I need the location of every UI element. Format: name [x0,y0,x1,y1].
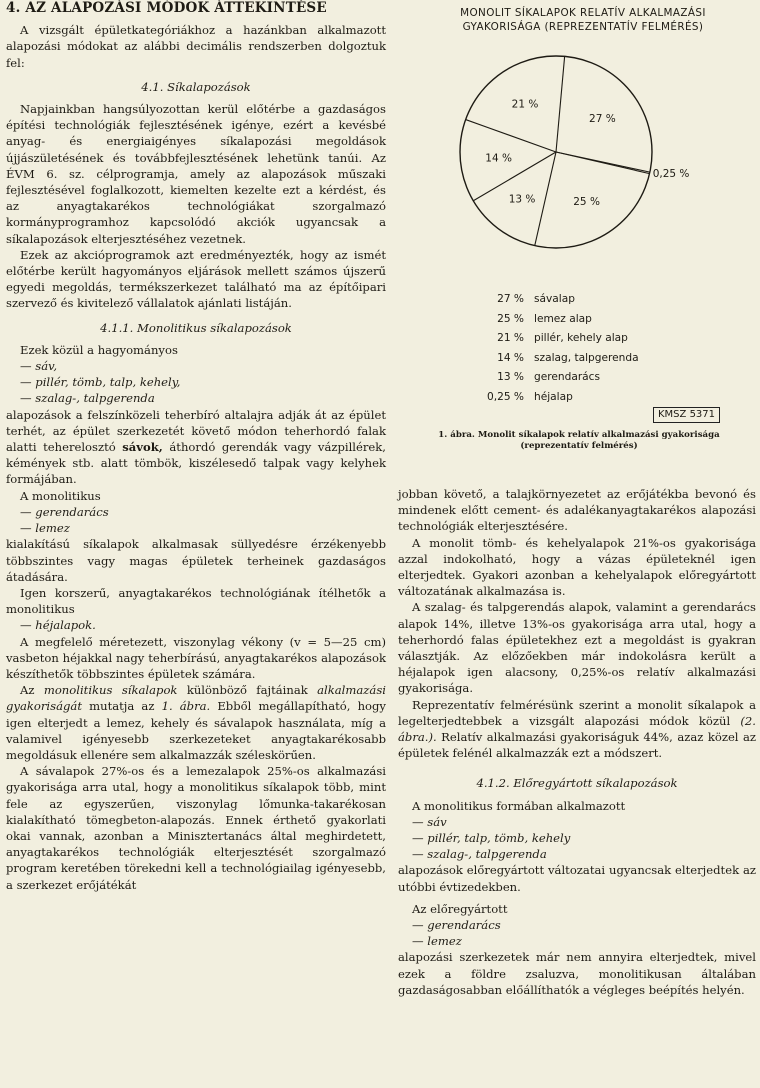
pie-slice-boundary [535,152,556,246]
section-heading: 4. AZ ALAPOZÁSI MÓDOK ÁTTEKINTÉSE [6,0,327,16]
right-paragraph-4: Reprezentatív felmérésünk szerint a monolit síkalapok a legelterjedtebbek a vizsgált alapozási módok közül (2. ábra.). Relatív alkalmazási gyakoriságuk 44%, azaz közel az épületek felénél alkalmazzák ezt a módszert. [398,697,756,761]
right-paragraph-5: A monolitikus formában alkalmazott [412,798,626,813]
legend-entry [468,368,639,388]
pie-slice-boundary [556,152,650,174]
legend-label: héjalap [534,390,573,403]
right-paragraph-8: alapozási szerkezetek már nem annyira elterjedtek, mivel ezek a földre zsaluzva, monolitikusan általában gazdaságosabban előállíthatók a végleges beépítés helyén. [398,950,756,997]
legend-value: 27 % [497,293,524,305]
paragraph-8: A megfelelő méretezett, viszonylag vékony (v = 5—25 cm) vasbeton héjakkal nagy teherbírású, anyagtakarékos alapozások készíthetők többszintes épületek számára. [6,634,386,681]
list-item: — szalag-, talpgerenda [20,391,155,406]
subsection-title-4-1-2: 4.1.2. Előregyártott síkalapozások [476,776,678,791]
left-column [6,0,386,893]
right-paragraph-3: A szalag- és talpgerendás alapok, valamint a gerendarács alapok 14%, illetve 13%-os gyakorisága arra utal, hogy a teherhordó falas épületekhez ezt a megoldást is gyakran választják. Az előzőekben már indokolásra került a héjalapok igen alacsony, 0,25%-os relatív alkalmazási gyakorisága. [398,600,756,696]
list-item: — héjalapok. [20,618,96,633]
legend-entry [468,388,639,408]
figure-code: KMSZ 5371 [653,407,720,423]
legend-value: 25 % [497,312,524,325]
list-item: — lemez [20,521,70,536]
paragraph-4: alapozások a felszínközeli teherbíró altalajra adják át az épület terhét, az épület szerkezetét követő módon teherhordó falak alatti teherelosztó sávok, áthordó gerendák vagy vázpillérek, kémények stb. alatt tömbök, kiszélesedő talpak vagy kelyhek formájában. [6,407,386,487]
pie-chart [398,0,758,290]
pie-slice-label: 13 % [508,193,536,206]
intro-paragraph: A vizsgált épületkategóriákhoz a hazánkban alkalmazott alapozási módokat az alábbi decimális rendszerben dolgoztuk fel: [6,23,386,70]
chart-legend [468,290,639,408]
right-paragraph-1: jobban követő, a talajkörnyezetet az erőjátékba bevonó és mindenek előtt cement- és adalékanyagtakarékos alapozási technológiák elterjesztésére. [398,487,756,534]
pie-slice-boundary [466,120,556,152]
right-column [398,486,756,998]
paragraph-2: Ezek az akcióprogramok azt eredményezték, hogy az ismét előtérbe került hagyományos eljárások mellett számos újszerű egyedi megoldás, termékszerkezet található ma az építőipari szervező és kivitelező vállalatok ajánlati listáján. [6,247,386,311]
list-item: — gerendarács [20,504,109,519]
legend-value: 21 % [497,332,524,345]
subsection-title-4-1-1: 4.1.1. Monolitikus síkalapozások [100,320,292,335]
pie-slice-label: 27 % [589,112,616,125]
pie-slice-boundary [556,56,565,152]
legend-entry [468,349,639,369]
legend-label: szalag, talpgerenda [534,351,639,364]
list-item: — szalag-, talpgerenda [412,847,547,862]
subsection-title-4-1: 4.1. Síkalapozások [141,79,251,94]
list-item: — pillér, talp, tömb, kehely [412,831,571,846]
list-item: — sáv [412,814,447,829]
paragraph-9: Az monolitikus síkalapok különböző fajtáinak alkalmazási gyakoriságát mutatja az 1. ábra. Ebből megállapítható, hogy igen elterjedt a lemez, kehely és sávalapok használata, míg a valamivel igényesebb szerkezeteket anyagtakarékosabb megoldásuk ellenére sem alkalmazzák széleskörűen. [6,683,386,762]
paragraph-6: kialakítású síkalapok alkalmasak süllyedésre érzékenyebb többszintes vagy magas épületek terheinek gazdaságos átadására. [6,537,386,584]
list-item: — sáv, [20,359,57,374]
legend-label: lemez alap [534,312,592,325]
legend-label: sávalap [534,293,575,305]
paragraph-10: A sávalapok 27%-os és a lemezalapok 25%-os alkalmazási gyakorisága arra utal, hogy a monolitikus síkalapok több, mint fele az egyszerűen, viszonylag lőmunka-takarékosan kialakítható tömegbeton-alapozás. Ennek érthető gyakorlati okai vannak, azonban a Minisztertanács által meghirdetett, anyagtakarékos technológiák elterjesztését szorgalmazó program keretében törekedni kell a technológiailag igényesebb, a szerkezet erőjátékát [6,764,386,892]
right-paragraph-6: alapozások előregyártott változatai ugyancsak elterjedtek az utóbbi évtizedekben. [398,863,756,894]
right-paragraph-7: Az előregyártott [412,901,508,916]
list-item: — pillér, tömb, talp, kehely, [20,375,181,390]
legend-value: 14 % [497,351,524,364]
legend-entry [468,329,639,349]
right-paragraph-2: A monolit tömb- és kehelyalapok 21%-os gyakorisága azzal indokolható, hogy a vázas épületeknél igen elterjedtek. Gyakori azonban a kehelyalapok előregyártott változatának alkalmazása is. [398,535,756,599]
list-item: — lemez [412,934,462,949]
list-item: — gerendarács [412,918,501,933]
legend-label: pillér, kehely alap [534,332,628,345]
pie-slice-label: 21 % [511,98,539,111]
pie-slice-label: 0,25 % [652,167,690,180]
paragraph-1: Napjainkban hangsúlyozottan kerül előtérbe a gazdaságos építési technológiák fejlesztésének igénye, ezért a kevésbé anyag- és energiaigényes síkalapozási megoldások újjászületésének és továbbfejlesztésének lehetünk tanúi. Az ÉVM 6. sz. célprogramja, amely az alapozások műszaki fejlesztésével foglalkozott, kiemelten kezelte ezt a kérdést, és az anyagtakarékos technológiákat szorgalmazó kormányprogramhoz kapcsolódó akciók ugyancsak a síkalapozások elterjesztéséhez vezetnek. [6,102,386,246]
figure-caption: 1. ábra. Monolit síkalapok relatív alkalmazási gyakorisága (reprezentatív felmérés) [438,430,720,451]
legend-label: gerendarács [534,371,601,384]
pie-slice-label: 25 % [573,195,600,208]
legend-value: 13 % [497,371,524,384]
paragraph-3: Ezek közül a hagyományos [20,342,178,357]
figure-title: MONOLIT SÍKALAPOK RELATÍV ALKALMAZÁSI GYAKORISÁGA (REPREZENTATÍV FELMÉRÉS) [460,7,706,33]
paragraph-5: A monolitikus [20,488,101,503]
legend-entry [468,310,639,330]
figure-1 [398,0,758,470]
legend-value: 0,25 % [486,390,524,403]
pie-slice-label: 14 % [485,152,512,165]
legend-entry [468,290,639,310]
paragraph-7: Igen korszerű, anyagtakarékos technológiának ítélhetők a monolitikus [6,585,386,617]
